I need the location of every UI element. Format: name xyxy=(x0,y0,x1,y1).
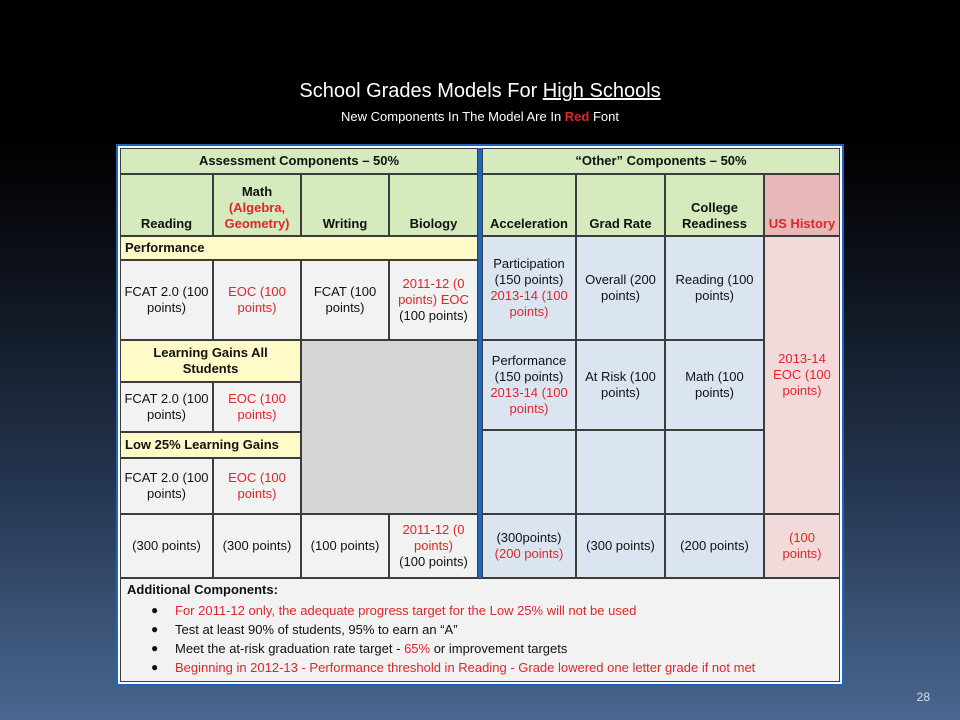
col-math-subjects: (Algebra, Geometry) xyxy=(224,200,290,231)
accel-performance-cell xyxy=(482,340,576,430)
total-grad-rate: (300 points) xyxy=(576,514,665,578)
perf-reading-cell: FCAT 2.0 (100 points) xyxy=(120,260,213,340)
total-accel-red: (200 points) xyxy=(494,546,564,561)
grad-overall-cell: Overall (200 points) xyxy=(576,236,665,340)
col-us-history: US History xyxy=(764,174,840,236)
additional-item-red: 65% xyxy=(404,641,431,656)
accel-participation-text: Participation (150 points) xyxy=(493,256,565,287)
perf-biology-points: (100 points) xyxy=(399,308,468,323)
title-underlined: High Schools xyxy=(542,80,661,102)
slide-title-block xyxy=(0,78,960,126)
col-writing: Writing xyxy=(301,174,389,236)
total-biology xyxy=(389,514,478,578)
grad-at-risk-cell: At Risk (100 points) xyxy=(576,340,665,430)
perf-biology-cell xyxy=(389,260,478,340)
us-history-cell: 2013-14 EOC (100 points) xyxy=(764,236,840,514)
perf-biology-red-b: EOC xyxy=(440,292,469,307)
perf-writing-cell: FCAT (100 points) xyxy=(301,260,389,340)
additional-item-text: For 2011-12 only, the adequate progress target for the Low 25% will not be used xyxy=(175,603,637,618)
low-reading-cell: FCAT 2.0 (100 points) xyxy=(120,458,213,514)
performance-label: Performance xyxy=(120,236,478,260)
slide-subtitle xyxy=(0,108,960,126)
col-grad-rate: Grad Rate xyxy=(576,174,665,236)
subtitle-red-word: Red xyxy=(564,109,590,124)
cr-empty-cell xyxy=(665,430,764,514)
additional-list xyxy=(127,601,833,677)
bullet-icon: ● xyxy=(151,641,159,655)
low25-label: Low 25% Learning Gains xyxy=(120,432,301,458)
total-us-history: (100 points) xyxy=(764,514,840,578)
bullet-icon: ● xyxy=(151,603,159,617)
total-college-readiness: (200 points) xyxy=(665,514,764,578)
accel-performance-red: 2013-14 (100 points) xyxy=(490,385,568,416)
total-math: (300 points) xyxy=(213,514,301,578)
col-math-name: Math xyxy=(241,184,273,199)
other-header: “Other” Components – 50% xyxy=(482,148,840,174)
lg-math-cell: EOC (100 points) xyxy=(213,382,301,432)
total-accel-points: (300points) xyxy=(496,530,562,545)
subtitle-text: New Components In The Model Are In xyxy=(341,109,565,124)
accel-empty-cell xyxy=(482,430,576,514)
lg-reading-cell: FCAT 2.0 (100 points) xyxy=(120,382,213,432)
section-divider xyxy=(478,148,482,578)
additional-item-text: Test at least 90% of students, 95% to earn an “A” xyxy=(175,622,458,637)
additional-item-text: Meet the at-risk graduation rate target - xyxy=(175,641,405,656)
bullet-icon: ● xyxy=(151,622,159,636)
assessment-header: Assessment Components – 50% xyxy=(120,148,478,174)
total-writing: (100 points) xyxy=(301,514,389,578)
list-item xyxy=(127,620,833,639)
additional-title: Additional Components: xyxy=(127,582,278,597)
cr-reading-cell: Reading (100 points) xyxy=(665,236,764,340)
low-math-cell: EOC (100 points) xyxy=(213,458,301,514)
list-item xyxy=(127,658,833,677)
additional-item-text: Beginning in 2012-13 - Performance threshold in Reading - Grade lowered one letter grade if not met xyxy=(175,660,756,675)
page-number: 28 xyxy=(916,690,930,704)
empty-gray-block xyxy=(301,340,478,514)
bullet-icon: ● xyxy=(151,660,159,674)
additional-components xyxy=(120,578,840,682)
title-text: School Grades Models For xyxy=(299,80,543,102)
total-biology-red: 2011-12 (0 points) xyxy=(402,522,465,553)
cr-math-cell: Math (100 points) xyxy=(665,340,764,430)
perf-biology-red-a: 2011-12 (0 points) xyxy=(398,276,465,307)
list-item xyxy=(127,639,833,658)
col-math xyxy=(213,174,301,236)
total-reading: (300 points) xyxy=(120,514,213,578)
learning-gains-label: Learning Gains All Students xyxy=(120,340,301,382)
col-acceleration: Acceleration xyxy=(482,174,576,236)
accel-participation-cell xyxy=(482,236,576,340)
total-acceleration xyxy=(482,514,576,578)
perf-math-cell: EOC (100 points) xyxy=(213,260,301,340)
subtitle-end: Font xyxy=(589,109,619,124)
col-biology: Biology xyxy=(389,174,478,236)
list-item xyxy=(127,601,833,620)
accel-participation-red: 2013-14 (100 points) xyxy=(490,288,568,319)
total-biology-points: (100 points) xyxy=(399,554,468,569)
additional-item-text-end: or improvement targets xyxy=(430,641,568,656)
slide-title xyxy=(0,78,960,104)
col-college-readiness: College Readiness xyxy=(665,174,764,236)
accel-performance-text: Performance (150 points) xyxy=(491,353,567,384)
col-reading: Reading xyxy=(120,174,213,236)
grad-empty-cell xyxy=(576,430,665,514)
